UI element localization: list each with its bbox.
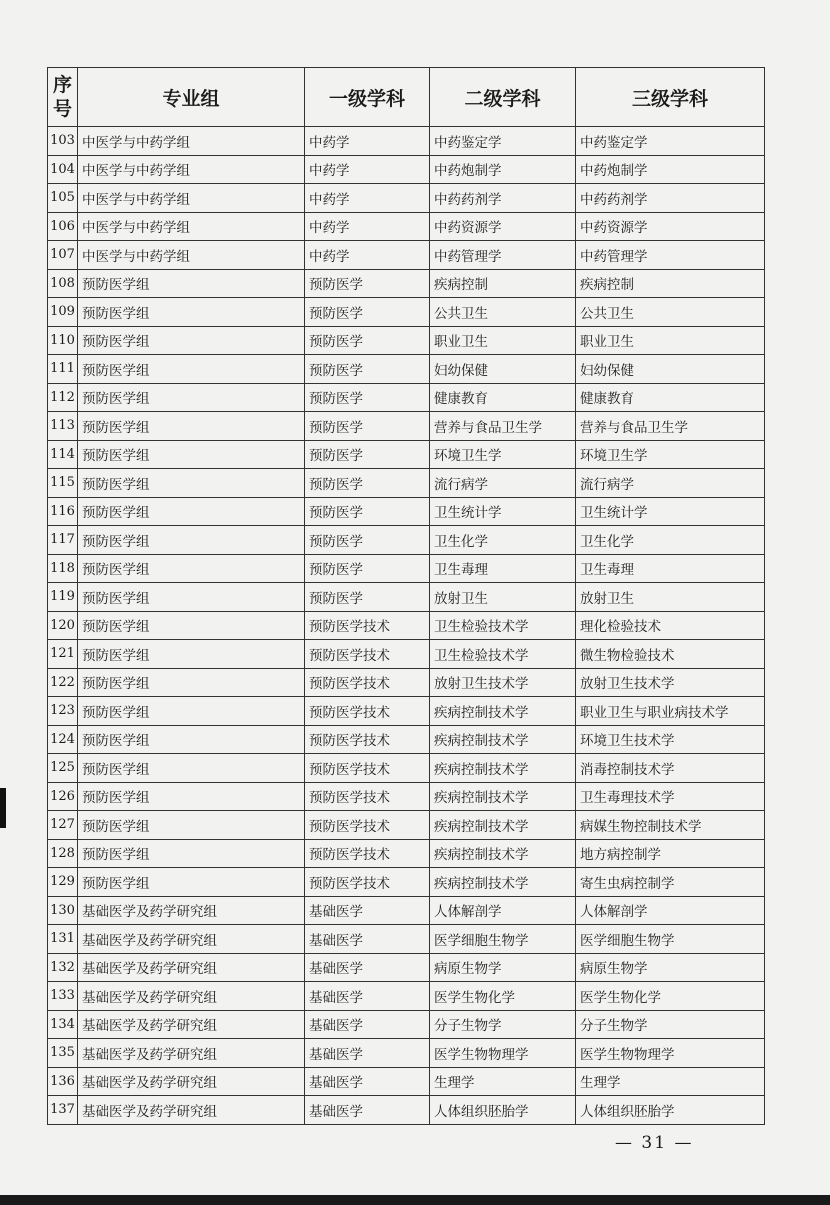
cell-level3: 卫生毒理	[576, 554, 765, 583]
table-row	[48, 925, 765, 954]
cell-group: 预防医学组	[78, 839, 305, 868]
cell-level2: 医学生物物理学	[430, 1039, 576, 1068]
cell-level3: 寄生虫病控制学	[576, 868, 765, 897]
cell-level2: 医学生物化学	[430, 982, 576, 1011]
cell-level1: 基础医学	[305, 925, 430, 954]
cell-group: 预防医学组	[78, 811, 305, 840]
table-row	[48, 1067, 765, 1096]
table-row	[48, 1096, 765, 1125]
table-row	[48, 155, 765, 184]
cell-level3: 卫生化学	[576, 526, 765, 555]
cell-group: 中医学与中药学组	[78, 155, 305, 184]
table-row	[48, 298, 765, 327]
cell-seq: 127	[48, 811, 78, 840]
cell-level2: 健康教育	[430, 383, 576, 412]
table-row	[48, 611, 765, 640]
cell-level3: 中药炮制学	[576, 155, 765, 184]
cell-level1: 预防医学技术	[305, 811, 430, 840]
cell-level3: 卫生毒理技术学	[576, 782, 765, 811]
cell-level3: 病媒生物控制技术学	[576, 811, 765, 840]
cell-group: 中医学与中药学组	[78, 127, 305, 156]
table-row	[48, 982, 765, 1011]
cell-level2: 放射卫生技术学	[430, 668, 576, 697]
cell-level3: 放射卫生	[576, 583, 765, 612]
cell-seq: 137	[48, 1096, 78, 1125]
cell-level1: 中药学	[305, 212, 430, 241]
cell-level2: 卫生统计学	[430, 497, 576, 526]
cell-level2: 职业卫生	[430, 326, 576, 355]
cell-level3: 分子生物学	[576, 1010, 765, 1039]
cell-group: 预防医学组	[78, 583, 305, 612]
table-row	[48, 1010, 765, 1039]
cell-level1: 预防医学技术	[305, 754, 430, 783]
cell-level3: 医学细胞生物学	[576, 925, 765, 954]
cell-seq: 134	[48, 1010, 78, 1039]
cell-level3: 地方病控制学	[576, 839, 765, 868]
cell-level3: 营养与食品卫生学	[576, 412, 765, 441]
cell-level2: 人体解剖学	[430, 896, 576, 925]
cell-group: 预防医学组	[78, 697, 305, 726]
cell-seq: 124	[48, 725, 78, 754]
cell-level1: 基础医学	[305, 1010, 430, 1039]
table-row	[48, 754, 765, 783]
cell-level3: 中药资源学	[576, 212, 765, 241]
cell-level2: 卫生毒理	[430, 554, 576, 583]
cell-level3: 人体解剖学	[576, 896, 765, 925]
cell-level3: 中药药剂学	[576, 184, 765, 213]
cell-level3: 公共卫生	[576, 298, 765, 327]
cell-level2: 放射卫生	[430, 583, 576, 612]
table-row	[48, 469, 765, 498]
table-row	[48, 811, 765, 840]
table-row	[48, 212, 765, 241]
table-row	[48, 269, 765, 298]
cell-group: 预防医学组	[78, 383, 305, 412]
cell-seq: 118	[48, 554, 78, 583]
cell-level2: 公共卫生	[430, 298, 576, 327]
table-row	[48, 326, 765, 355]
table-row	[48, 782, 765, 811]
table-row	[48, 526, 765, 555]
cell-seq: 129	[48, 868, 78, 897]
cell-seq: 106	[48, 212, 78, 241]
cell-group: 基础医学及药学研究组	[78, 896, 305, 925]
cell-level3: 中药管理学	[576, 241, 765, 270]
cell-level2: 人体组织胚胎学	[430, 1096, 576, 1125]
table-row	[48, 953, 765, 982]
cell-seq: 103	[48, 127, 78, 156]
cell-group: 预防医学组	[78, 554, 305, 583]
cell-seq: 112	[48, 383, 78, 412]
cell-level1: 预防医学	[305, 440, 430, 469]
table-row	[48, 184, 765, 213]
table-row	[48, 355, 765, 384]
cell-seq: 128	[48, 839, 78, 868]
cell-level1: 预防医学技术	[305, 839, 430, 868]
cell-level1: 预防医学	[305, 583, 430, 612]
cell-group: 预防医学组	[78, 526, 305, 555]
cell-seq: 123	[48, 697, 78, 726]
cell-level2: 医学细胞生物学	[430, 925, 576, 954]
cell-level3: 消毒控制技术学	[576, 754, 765, 783]
table-header	[48, 68, 765, 127]
cell-level3: 职业卫生	[576, 326, 765, 355]
cell-level3: 流行病学	[576, 469, 765, 498]
cell-level3: 微生物检验技术	[576, 640, 765, 669]
cell-group: 预防医学组	[78, 782, 305, 811]
cell-seq: 130	[48, 896, 78, 925]
cell-level1: 预防医学技术	[305, 668, 430, 697]
cell-level1: 中药学	[305, 241, 430, 270]
table-row	[48, 127, 765, 156]
cell-group: 基础医学及药学研究组	[78, 1010, 305, 1039]
cell-seq: 107	[48, 241, 78, 270]
cell-seq: 119	[48, 583, 78, 612]
table-row	[48, 839, 765, 868]
cell-level1: 预防医学	[305, 383, 430, 412]
table-row	[48, 583, 765, 612]
table-row	[48, 725, 765, 754]
cell-level3: 环境卫生技术学	[576, 725, 765, 754]
cell-level2: 中药药剂学	[430, 184, 576, 213]
cell-level1: 预防医学	[305, 526, 430, 555]
cell-seq: 131	[48, 925, 78, 954]
cell-group: 预防医学组	[78, 640, 305, 669]
table-row	[48, 554, 765, 583]
cell-seq: 120	[48, 611, 78, 640]
cell-level2: 中药炮制学	[430, 155, 576, 184]
cell-level1: 预防医学技术	[305, 782, 430, 811]
cell-level1: 预防医学	[305, 412, 430, 441]
cell-level2: 疾病控制技术学	[430, 811, 576, 840]
cell-level2: 中药鉴定学	[430, 127, 576, 156]
cell-level3: 健康教育	[576, 383, 765, 412]
cell-level2: 疾病控制技术学	[430, 697, 576, 726]
cell-group: 预防医学组	[78, 412, 305, 441]
cell-group: 预防医学组	[78, 298, 305, 327]
cell-group: 基础医学及药学研究组	[78, 925, 305, 954]
table-body	[48, 127, 765, 1125]
cell-level1: 预防医学技术	[305, 725, 430, 754]
cell-level2: 营养与食品卫生学	[430, 412, 576, 441]
cell-level1: 预防医学技术	[305, 868, 430, 897]
cell-level1: 基础医学	[305, 1039, 430, 1068]
cell-seq: 122	[48, 668, 78, 697]
cell-level3: 职业卫生与职业病技术学	[576, 697, 765, 726]
cell-level2: 环境卫生学	[430, 440, 576, 469]
cell-level2: 中药资源学	[430, 212, 576, 241]
page-number: — 31 —	[615, 1133, 694, 1153]
cell-group: 中医学与中药学组	[78, 184, 305, 213]
table-row	[48, 497, 765, 526]
cell-seq: 110	[48, 326, 78, 355]
table-row	[48, 383, 765, 412]
cell-level1: 预防医学技术	[305, 611, 430, 640]
scan-bottom-strip	[0, 1195, 830, 1205]
cell-seq: 132	[48, 953, 78, 982]
cell-seq: 116	[48, 497, 78, 526]
cell-level2: 疾病控制技术学	[430, 725, 576, 754]
table-row	[48, 697, 765, 726]
cell-seq: 111	[48, 355, 78, 384]
cell-level3: 理化检验技术	[576, 611, 765, 640]
cell-level3: 医学生物物理学	[576, 1039, 765, 1068]
discipline-table	[47, 67, 765, 1125]
cell-seq: 126	[48, 782, 78, 811]
cell-level2: 病原生物学	[430, 953, 576, 982]
cell-level1: 预防医学	[305, 355, 430, 384]
cell-level2: 疾病控制技术学	[430, 782, 576, 811]
cell-level2: 卫生检验技术学	[430, 640, 576, 669]
cell-group: 基础医学及药学研究组	[78, 1096, 305, 1125]
cell-level1: 基础医学	[305, 982, 430, 1011]
cell-seq: 104	[48, 155, 78, 184]
cell-level1: 预防医学	[305, 298, 430, 327]
cell-group: 预防医学组	[78, 440, 305, 469]
table-row	[48, 1039, 765, 1068]
cell-level1: 预防医学	[305, 326, 430, 355]
table-row	[48, 412, 765, 441]
cell-level1: 预防医学	[305, 554, 430, 583]
cell-level2: 中药管理学	[430, 241, 576, 270]
cell-seq: 114	[48, 440, 78, 469]
table-row	[48, 868, 765, 897]
cell-group: 预防医学组	[78, 868, 305, 897]
cell-level1: 预防医学	[305, 497, 430, 526]
table-row	[48, 668, 765, 697]
cell-level3: 中药鉴定学	[576, 127, 765, 156]
cell-group: 预防医学组	[78, 754, 305, 783]
table-row	[48, 241, 765, 270]
cell-level2: 分子生物学	[430, 1010, 576, 1039]
cell-level1: 基础医学	[305, 953, 430, 982]
cell-level1: 基础医学	[305, 1067, 430, 1096]
cell-level2: 疾病控制技术学	[430, 754, 576, 783]
cell-group: 中医学与中药学组	[78, 241, 305, 270]
cell-level3: 卫生统计学	[576, 497, 765, 526]
cell-level1: 中药学	[305, 184, 430, 213]
cell-level2: 卫生化学	[430, 526, 576, 555]
cell-level3: 人体组织胚胎学	[576, 1096, 765, 1125]
cell-seq: 135	[48, 1039, 78, 1068]
cell-level1: 预防医学	[305, 269, 430, 298]
cell-group: 预防医学组	[78, 668, 305, 697]
cell-group: 预防医学组	[78, 326, 305, 355]
cell-level3: 医学生物化学	[576, 982, 765, 1011]
header-group: 专业组	[78, 68, 305, 127]
header-row	[48, 68, 765, 127]
cell-seq: 133	[48, 982, 78, 1011]
cell-group: 预防医学组	[78, 497, 305, 526]
cell-seq: 125	[48, 754, 78, 783]
cell-level3: 环境卫生学	[576, 440, 765, 469]
table-row	[48, 440, 765, 469]
cell-level1: 预防医学技术	[305, 640, 430, 669]
cell-seq: 136	[48, 1067, 78, 1096]
cell-group: 预防医学组	[78, 611, 305, 640]
cell-level1: 预防医学技术	[305, 697, 430, 726]
cell-level1: 中药学	[305, 155, 430, 184]
cell-level1: 中药学	[305, 127, 430, 156]
cell-group: 预防医学组	[78, 355, 305, 384]
cell-group: 预防医学组	[78, 469, 305, 498]
table-row	[48, 640, 765, 669]
cell-level2: 妇幼保健	[430, 355, 576, 384]
table-row	[48, 896, 765, 925]
cell-seq: 113	[48, 412, 78, 441]
cell-level2: 流行病学	[430, 469, 576, 498]
header-level1: 一级学科	[305, 68, 430, 127]
header-level3: 三级学科	[576, 68, 765, 127]
cell-group: 基础医学及药学研究组	[78, 1039, 305, 1068]
cell-level2: 卫生检验技术学	[430, 611, 576, 640]
cell-level2: 疾病控制	[430, 269, 576, 298]
cell-seq: 117	[48, 526, 78, 555]
cell-level2: 疾病控制技术学	[430, 839, 576, 868]
cell-level2: 生理学	[430, 1067, 576, 1096]
cell-group: 基础医学及药学研究组	[78, 982, 305, 1011]
cell-seq: 105	[48, 184, 78, 213]
cell-level2: 疾病控制技术学	[430, 868, 576, 897]
scan-edge-mark	[0, 788, 6, 828]
cell-seq: 109	[48, 298, 78, 327]
cell-group: 基础医学及药学研究组	[78, 953, 305, 982]
cell-group: 基础医学及药学研究组	[78, 1067, 305, 1096]
cell-level3: 妇幼保健	[576, 355, 765, 384]
cell-seq: 115	[48, 469, 78, 498]
cell-seq: 108	[48, 269, 78, 298]
header-level2: 二级学科	[430, 68, 576, 127]
cell-group: 预防医学组	[78, 725, 305, 754]
cell-level1: 基础医学	[305, 896, 430, 925]
cell-level3: 生理学	[576, 1067, 765, 1096]
header-seq: 序号	[48, 68, 78, 127]
cell-level1: 基础医学	[305, 1096, 430, 1125]
cell-level3: 放射卫生技术学	[576, 668, 765, 697]
cell-seq: 121	[48, 640, 78, 669]
cell-group: 预防医学组	[78, 269, 305, 298]
cell-level3: 疾病控制	[576, 269, 765, 298]
cell-group: 中医学与中药学组	[78, 212, 305, 241]
cell-level1: 预防医学	[305, 469, 430, 498]
cell-level3: 病原生物学	[576, 953, 765, 982]
